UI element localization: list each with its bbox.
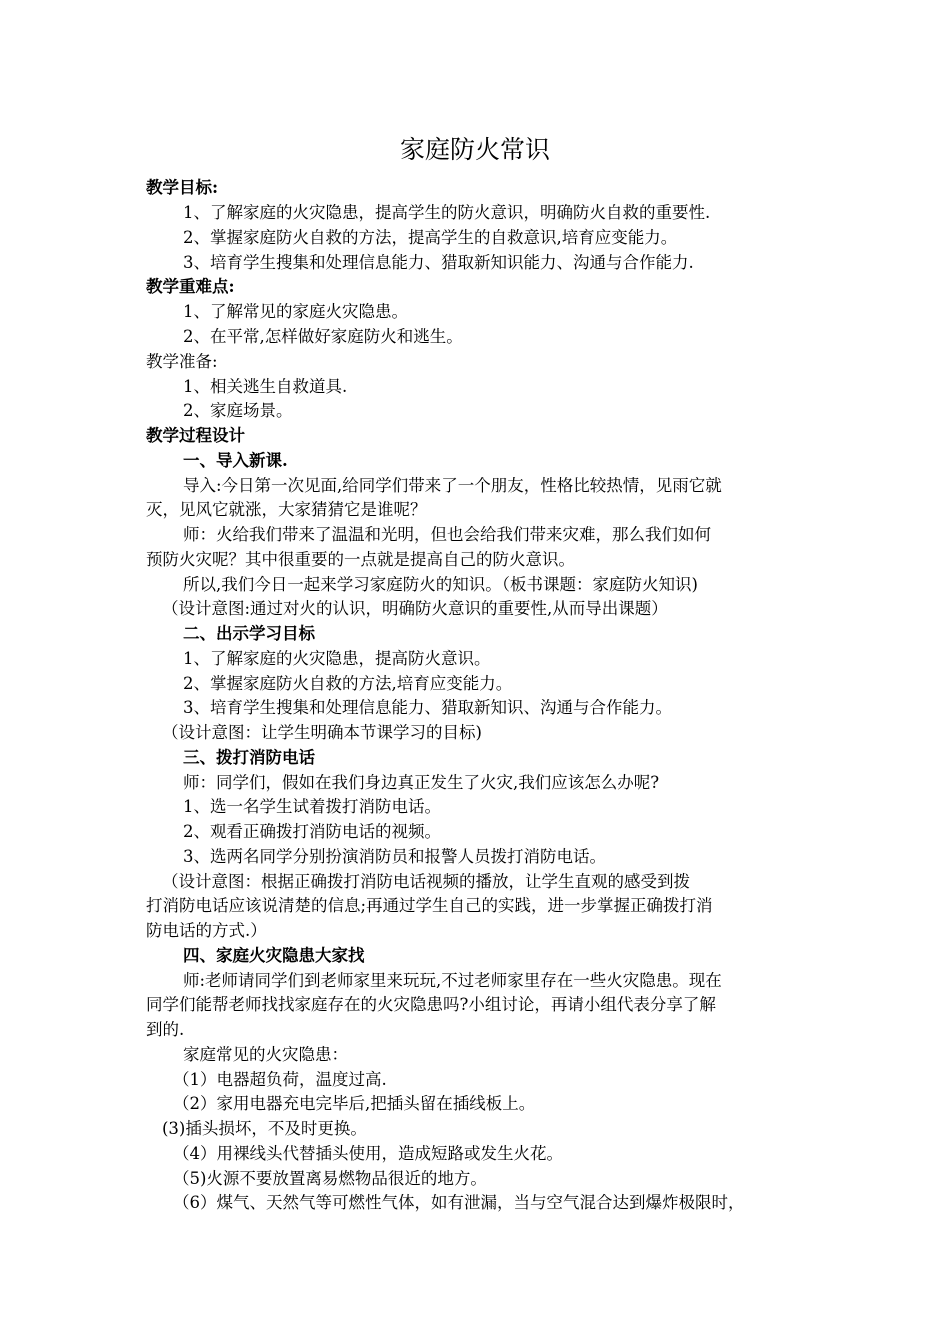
heading-teaching-goals: 教学目标: [146, 178, 219, 197]
text-line: 同学们能帮老师找找家庭存在的火灾隐患吗?小组讨论，再请小组代表分享了解 [146, 995, 716, 1014]
text-line: 1、相关逃生自救道具. [183, 377, 348, 396]
text-line: 3、培育学生搜集和处理信息能力、猎取新知识、沟通与合作能力。 [183, 698, 672, 717]
text-line: 2、掌握家庭防火自救的方法,培育应变能力。 [183, 674, 513, 693]
text-line: 3、选两名同学分别扮演消防员和报警人员拨打消防电话。 [183, 847, 606, 866]
text-line: 3、培育学生搜集和处理信息能力、猎取新知识能力、沟通与合作能力. [183, 253, 694, 272]
section-heading: 三、拨打消防电话 [183, 748, 315, 767]
hazard-item: （1）电器超负荷，温度过高. [173, 1070, 387, 1089]
text-line: 师：火给我们带来了温温和光明，但也会给我们带来灾难，那么我们如何 [183, 525, 711, 544]
text-line: 1、了解家庭的火灾隐患，提高防火意识。 [183, 649, 491, 668]
design-intent-note: （设计意图:通过对火的认识，明确防火意识的重要性,从而导出课题） [162, 599, 668, 618]
text-line: 家庭常见的火灾隐患： [183, 1045, 348, 1064]
text-line: 所以,我们今日一起来学习家庭防火的知识。（板书课题：家庭防火知识) [183, 575, 698, 594]
text-line: 师：同学们，假如在我们身边真正发生了火灾,我们应该怎么办呢? [183, 773, 660, 792]
text-line: 打消防电话应该说清楚的信息;再通过学生自己的实践，进一步掌握正确拨打消 [146, 896, 713, 915]
text-line: 1、了解常见的家庭火灾隐患。 [183, 302, 408, 321]
hazard-item: (3)插头损坏，不及时更换。 [162, 1119, 367, 1138]
text-line: 2、在平常,怎样做好家庭防火和逃生。 [183, 327, 463, 346]
document-title: 家庭防火常识 [399, 135, 550, 164]
text-line: 预防火灾呢？其中很重要的一点就是提高自己的防火意识。 [146, 550, 575, 569]
heading-preparation: 教学准备: [146, 352, 218, 371]
text-line: 2、家庭场景。 [183, 401, 293, 420]
text-line: 灭，见风它就涨，大家猜猜它是谁呢？ [146, 500, 427, 519]
heading-key-points: 教学重难点: [146, 277, 235, 296]
text-line: 2、观看正确拨打消防电话的视频。 [183, 822, 441, 841]
hazard-item: （5)火源不要放置离易燃物品很近的地方。 [173, 1169, 487, 1188]
design-intent-note: （设计意图：让学生明确本节课学习的目标) [162, 723, 482, 742]
text-line: 1、了解家庭的火灾隐患，提高学生的防火意识，明确防火自救的重要性. [183, 203, 711, 222]
text-line: 师:老师请同学们到老师家里来玩玩,不过老师家里存在一些火灾隐患。现在 [183, 971, 722, 990]
hazard-item: （2）家用电器充电完毕后,把插头留在插线板上。 [173, 1094, 536, 1113]
section-heading: 四、家庭火灾隐患大家找 [183, 946, 365, 965]
text-line: 到的. [146, 1020, 185, 1039]
text-line: 1、选一名学生试着拨打消防电话。 [183, 797, 441, 816]
text-line: 防电话的方式.） [146, 921, 267, 940]
hazard-item: （4）用裸线头代替插头使用，造成短路或发生火花。 [173, 1144, 563, 1163]
design-intent-note: （设计意图：根据正确拨打消防电话视频的播放，让学生直观的感受到拨 [162, 872, 690, 891]
hazard-item: （6）煤气、天然气等可燃性气体，如有泄漏，当与空气混合达到爆炸极限时， [173, 1193, 745, 1212]
text-line: 2、掌握家庭防火自救的方法，提高学生的自救意识,培育应变能力。 [183, 228, 678, 247]
section-heading: 一、导入新课. [183, 451, 288, 470]
heading-process-design: 教学过程设计 [146, 426, 245, 445]
section-heading: 二、出示学习目标 [183, 624, 315, 643]
text-line: 导入:今日第一次见面,给同学们带来了一个朋友，性格比较热情，见雨它就 [183, 476, 722, 495]
